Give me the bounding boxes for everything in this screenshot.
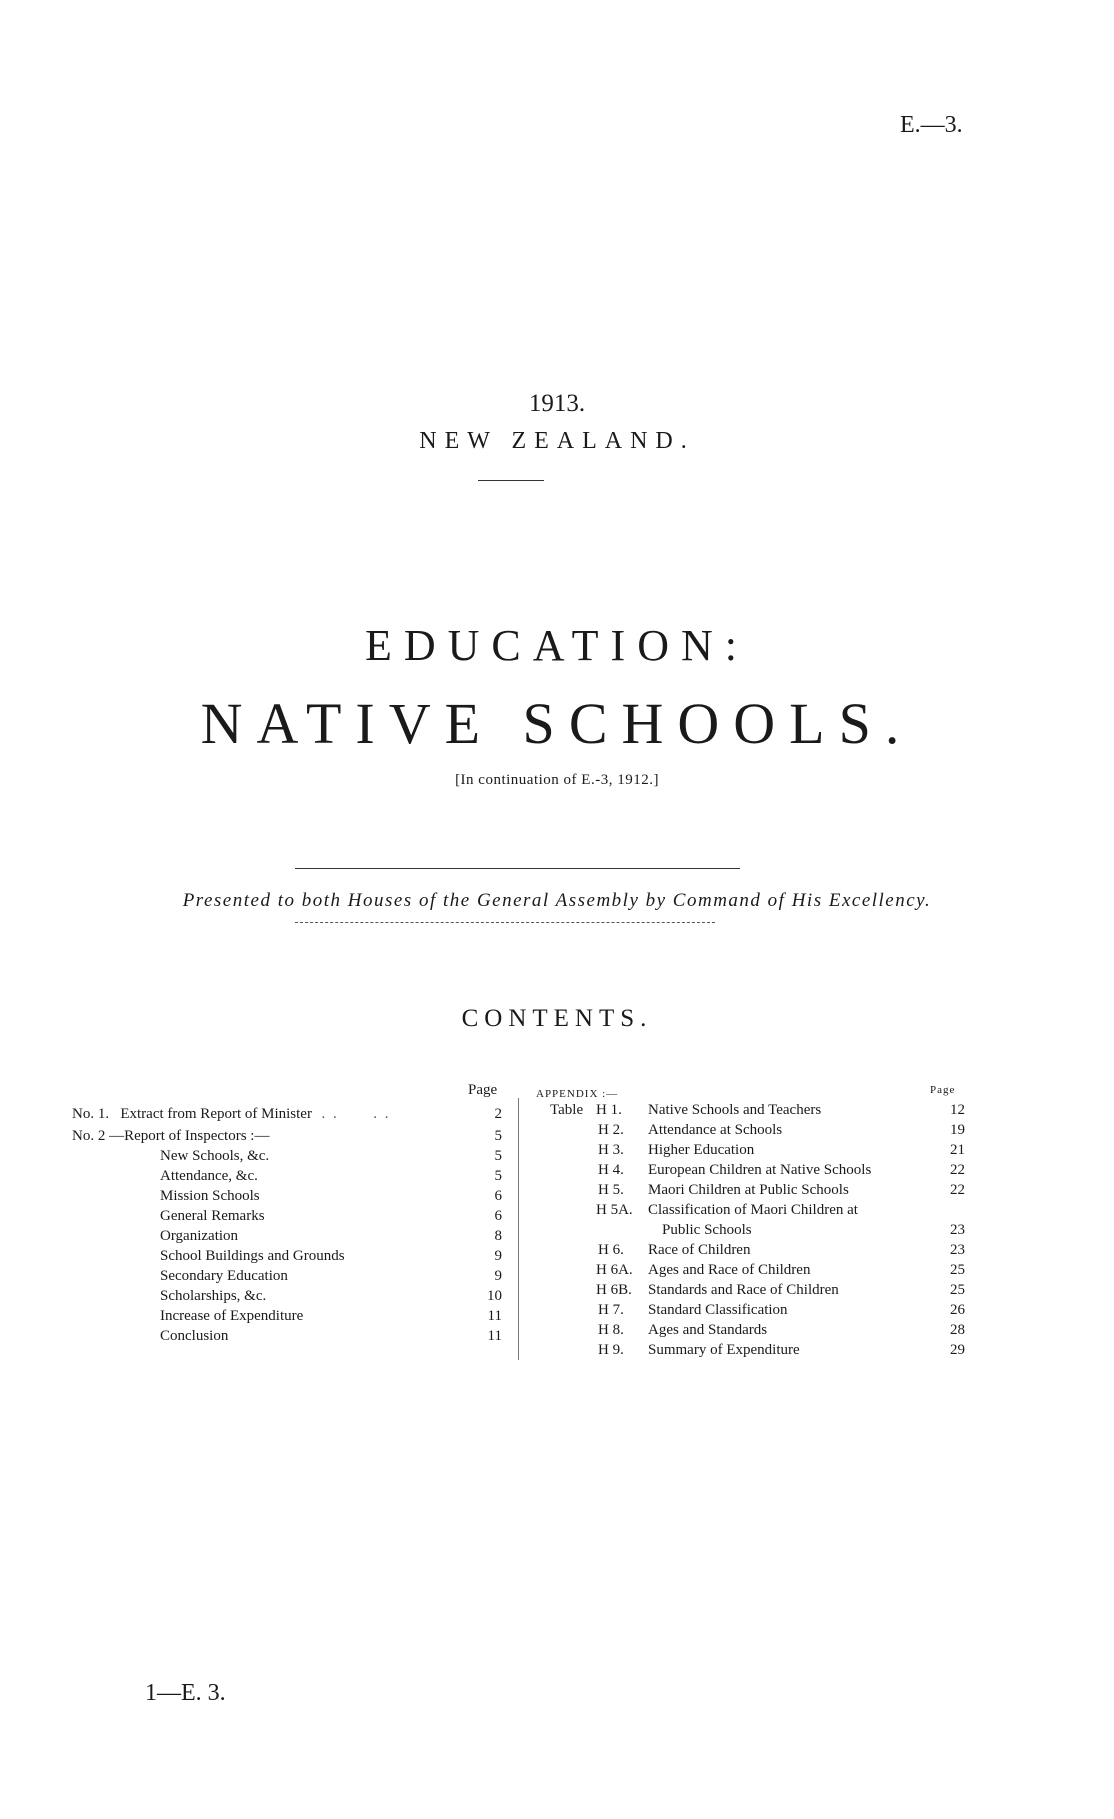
appendix-code: H 6A.	[596, 1262, 633, 1278]
toc-entry-2-page: 5	[494, 1128, 502, 1144]
appendix-label: Classification of Maori Children at	[648, 1202, 858, 1218]
appendix-page-header: Page	[930, 1084, 956, 1096]
appendix-code: H 5.	[598, 1182, 624, 1198]
country: NEW ZEALAND.	[419, 428, 695, 454]
toc-sub-entry-page: 10	[487, 1288, 502, 1304]
appendix-label: Ages and Standards	[648, 1322, 768, 1338]
leader-dots: . . . .	[315, 1106, 391, 1122]
appendix-code: H 2.	[598, 1122, 624, 1138]
toc-sub-entry: Mission Schools	[160, 1188, 260, 1204]
appendix-code: H 1.	[596, 1102, 622, 1118]
toc-entry-1	[72, 1104, 390, 1124]
toc-sub-entry: School Buildings and Grounds	[160, 1248, 345, 1264]
appendix-label: European Children at Native Schools	[648, 1162, 872, 1178]
toc-sub-entry: Increase of Expenditure	[160, 1308, 304, 1324]
toc-entry-1-page: 2	[494, 1106, 502, 1122]
appendix-page: 19	[950, 1122, 965, 1138]
appendix-label: Race of Children	[648, 1242, 751, 1258]
divider-rule	[478, 480, 544, 481]
appendix-page: 23	[950, 1242, 965, 1258]
toc-sub-entry-page: 9	[494, 1268, 502, 1284]
table-prefix: Table	[550, 1102, 584, 1118]
presented-line: Presented to both Houses of the General Assembly by Command of His Excellency.	[182, 890, 932, 911]
appendix-code: H 6.	[598, 1242, 624, 1258]
toc-sub-entry-page: 6	[494, 1208, 502, 1224]
appendix-page: 21	[950, 1142, 965, 1158]
appendix-page: 22	[950, 1182, 965, 1198]
appendix-label: Higher Education	[648, 1142, 755, 1158]
appendix-label: Standard Classification	[648, 1302, 788, 1318]
appendix-label: Ages and Race of Children	[648, 1262, 811, 1278]
footer-signature: 1—E. 3.	[145, 1680, 226, 1706]
appendix-page: 12	[950, 1102, 965, 1118]
appendix-page: 29	[950, 1342, 965, 1358]
appendix-page: 25	[950, 1282, 965, 1298]
appendix-page: 23	[950, 1222, 965, 1238]
toc-sub-entry: Secondary Education	[160, 1268, 288, 1284]
toc-entry-2	[72, 1126, 269, 1146]
appendix-code: H 8.	[598, 1322, 624, 1338]
toc-sub-entry-page: 11	[487, 1308, 502, 1324]
toc-sub-entry-page: 5	[494, 1148, 502, 1164]
toc-sub-entry: Conclusion	[160, 1328, 229, 1344]
appendix-label: Attendance at Schools	[648, 1122, 783, 1138]
continuation-note: [In continuation of E.-3, 1912.]	[455, 772, 659, 788]
divider-rule-top	[295, 868, 740, 869]
toc-sub-entry-page: 6	[494, 1188, 502, 1204]
appendix-code: H 5A.	[596, 1202, 633, 1218]
entry-number: No. 1.	[72, 1106, 110, 1122]
appendix-label: Maori Children at Public Schools	[648, 1182, 849, 1198]
appendix-heading: APPENDIX :—	[536, 1088, 619, 1100]
appendix-code: H 3.	[598, 1142, 624, 1158]
toc-sub-entry-page: 8	[494, 1228, 502, 1244]
toc-sub-entry: New Schools, &c.	[160, 1148, 270, 1164]
toc-sub-entry-page: 5	[494, 1168, 502, 1184]
appendix-label: Summary of Expenditure	[648, 1342, 800, 1358]
title-line-2: NATIVE SCHOOLS.	[200, 691, 914, 756]
appendix-code: H 6B.	[596, 1282, 632, 1298]
document-reference: E.—3.	[900, 112, 963, 138]
title-line-1: EDUCATION:	[365, 621, 749, 670]
entry-number: No. 2	[72, 1128, 106, 1144]
contents-heading: CONTENTS.	[461, 1005, 653, 1032]
toc-sub-entry-page: 9	[494, 1248, 502, 1264]
appendix-page: 26	[950, 1302, 965, 1318]
toc-sub-entry: General Remarks	[160, 1208, 265, 1224]
toc-sub-entry: Organization	[160, 1228, 239, 1244]
appendix-page: 28	[950, 1322, 965, 1338]
appendix-page: 22	[950, 1162, 965, 1178]
entry-label: —Report of Inspectors :—	[109, 1128, 270, 1144]
appendix-label-cont: Public Schools	[662, 1222, 752, 1238]
toc-sub-entry: Attendance, &c.	[160, 1168, 258, 1184]
toc-sub-entry: Scholarships, &c.	[160, 1288, 267, 1304]
page-column-header: Page	[468, 1082, 498, 1098]
appendix-label: Native Schools and Teachers	[648, 1102, 822, 1118]
appendix-code: H 4.	[598, 1162, 624, 1178]
entry-label: Extract from Report of Minister	[120, 1106, 312, 1122]
year: 1913.	[528, 390, 586, 417]
appendix-code: H 7.	[598, 1302, 624, 1318]
toc-sub-entry-page: 11	[487, 1328, 502, 1344]
appendix-page: 25	[950, 1262, 965, 1278]
appendix-label: Standards and Race of Children	[648, 1282, 839, 1298]
column-divider	[518, 1098, 519, 1360]
divider-rule-bottom	[295, 922, 715, 923]
appendix-code: H 9.	[598, 1342, 624, 1358]
